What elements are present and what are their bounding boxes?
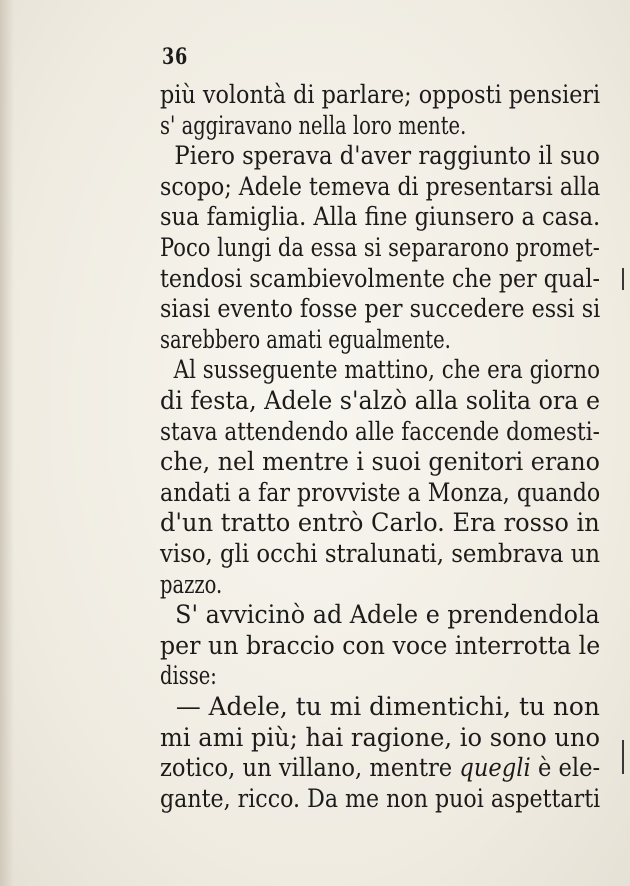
page-number: 36 (162, 44, 189, 70)
text-line: s' aggiravano nella loro mente. (160, 110, 467, 140)
text-line: Al susseguente mattino, che era giorno (160, 355, 600, 385)
italic-word: quegli (459, 753, 531, 783)
text-line: S' avvicinò ad Adele e prendendola (160, 600, 600, 630)
text-line: per un braccio con voce interrotta le (160, 630, 601, 660)
text-line: Piero sperava d'aver raggiunto il suo (160, 141, 600, 171)
text-line: sarebbero amati egualmente. (160, 324, 451, 354)
text-line: che, nel mentre i suoi genitori erano (160, 447, 600, 477)
text-line: di festa, Adele s'alzò alla solita ora e (160, 386, 601, 415)
text-line: d'un tratto entrò Carlo. Era rosso in (160, 508, 600, 538)
text-line: disse: (160, 661, 217, 691)
text-line: zotico, un villano, mentre quegli è ele- (160, 753, 601, 783)
text-line: sua famiglia. Alla fine giunsero a casa. (160, 202, 601, 232)
text-line: andati a far provviste a Monza, quando (160, 477, 601, 507)
text-line: pazzo. (160, 569, 223, 599)
text-line: siasi evento fosse per succedere essi si (160, 294, 601, 324)
text-line: scopo; Adele temeva di presentarsi alla (160, 171, 601, 201)
text-line: tendosi scambievolmente che per qual- (160, 263, 600, 293)
page-gutter-shadow (0, 0, 14, 886)
text-line: gante, ricco. Da me non puoi aspettarti (160, 783, 601, 813)
page-edge-mark (622, 268, 624, 290)
page-edge-mark (622, 740, 624, 774)
text-line: mi ami più; hai ragione, io sono uno (160, 722, 601, 752)
text-line: più volontà di parlare; opposti pensieri (160, 80, 601, 109)
text-line: viso, gli occhi stralunati, sembrava un (160, 539, 601, 568)
text-line: — Adele, tu mi dimentichi, tu non (160, 692, 600, 721)
text-line: Poco lungi da essa si separarono promet- (160, 233, 600, 262)
text-line: stava attendendo alle faccende domesti- (160, 416, 600, 446)
